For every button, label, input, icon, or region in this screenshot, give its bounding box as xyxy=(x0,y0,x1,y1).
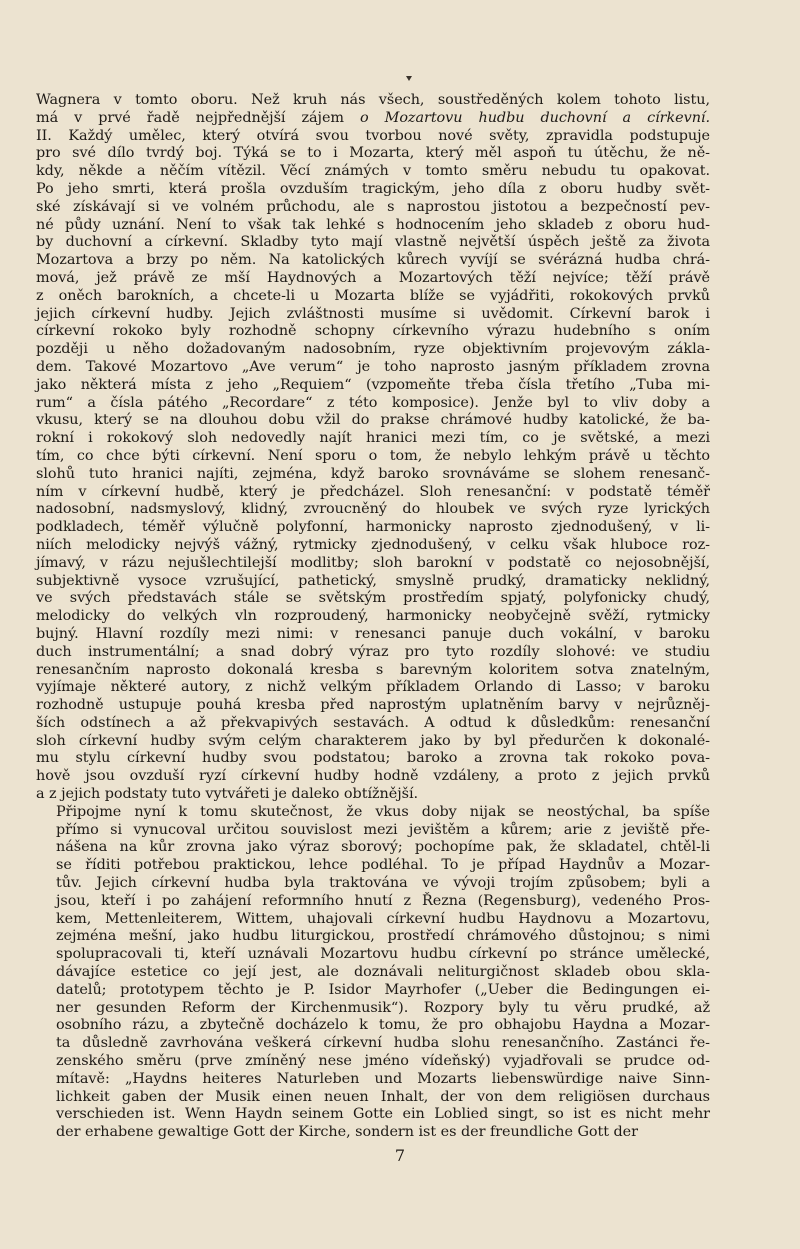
text-line: né půdy uznání. Není to však tak lehké s hodnocením jeho skladeb z oboru hud- xyxy=(36,216,710,233)
body-text xyxy=(36,92,710,1142)
text-line: ské získávají si ve volném průchodu, ale s naprostou jistotou a bezpečností pev- xyxy=(36,198,710,215)
text-line: sloh církevní hudby svým celým charakterem jako by byl předurčen k dokonalé- xyxy=(36,732,710,749)
text-line: datelů; prototypem těchto je P. Isidor Mayrhofer („Ueber die Bedingungen ei- xyxy=(56,981,710,998)
text-line: Připojme nyní k tomu skutečnost, že vkus doby nijak se neostýchal, ba spíše xyxy=(56,803,710,820)
text-line: by duchovní a církevní. Skladby tyto mají vlastně největší úspěch ještě za života xyxy=(36,234,710,251)
text-line: má v prvé řadě nejpřednější zájem o Mozartovu hudbu duchovní a církevní. xyxy=(36,109,710,126)
text-line: rokní i rokokový sloh nedovedly najít hranici mezi tím, co je světské, a mezi xyxy=(36,430,710,447)
text-line: mu stylu církevní hudby svou podstatou; baroko a zrovna tak rokoko pova- xyxy=(36,750,710,767)
text-line: tův. Jejich církevní hudba byla traktována ve vývoji trojím způsobem; byli a xyxy=(56,875,710,892)
text-line: rum“ a čísla pátého „Recordare“ z této komposice). Jenže byl to vliv doby a xyxy=(36,394,710,411)
text-line: nadosobní, nadsmyslový, klidný, zvroucněný do hloubek ve svých ryze lyrických xyxy=(36,501,710,518)
text-line: kdy, někde a něčím vítězil. Věcí známých v tomto směru nebudu tu opakovat. xyxy=(36,163,710,180)
text-line: dem. Takové Mozartovo „Ave verum“ je toho naprosto jasným příkladem zrovna xyxy=(36,358,710,375)
text-line: slohů tuto hranici najíti, zejména, když baroko srovnáváme se slohem renesanč- xyxy=(36,465,710,482)
text-line: jako některá místa z jeho „Requiem“ (vzpomeňte třeba čísla třetího „Tuba mi- xyxy=(36,376,710,393)
text-line: rozhodně ustupuje pouhá kresba před naprostým uplatněním barvy v nejrůzněj- xyxy=(36,697,710,714)
paragraph-2 xyxy=(36,804,710,1142)
text-line: renesančním naprosto dokonalá kresba s barevným koloritem sotva znatelným, xyxy=(36,661,710,678)
text-line: ner gesunden Reform der Kirchenmusik“). Rozpory byly tu věru prudké, až xyxy=(56,999,710,1016)
text-line: ním v církevní hudbě, který je předcházel. Sloh renesanční: v podstatě téměř xyxy=(36,483,710,500)
text-line: der erhabene gewaltige Gott der Kirche, sondern ist es der freundliche Gott der xyxy=(56,1124,638,1141)
text-line: kem, Mettenleiterem, Wittem, uhajovali církevní hudbu Haydnovu a Mozartovu, xyxy=(56,910,710,927)
text-line: jejich církevní hudby. Jejich zvláštnosti musíme si uvědomit. Církevní barok i xyxy=(36,305,710,322)
text-line: Mozartova a brzy po něm. Na katolických kůrech vyvíjí se svérázná hudba chrá- xyxy=(36,252,710,269)
text-line: duch instrumentální; a snad dobrý výraz pro tyto rozdíly slohové: ve studiu xyxy=(36,643,710,660)
page-number: 7 xyxy=(394,1146,406,1165)
text-line: tím, co chce býti církevní. Není sporu o tom, že nebylo lehkým právě u těchto xyxy=(36,447,710,464)
text-line: ve svých představách stále se světským prostředím spjatý, polyfonicky chudý, xyxy=(36,590,710,607)
text-line: subjektivně vysoce vzrušující, pathetický, smyslně prudký, dramaticky neklidný, xyxy=(36,572,710,589)
text-line: mítavě: „Haydns heiteres Naturleben und Mozarts liebenswürdige naive Sinn- xyxy=(56,1070,710,1087)
text-line: Wagnera v tomto oboru. Než kruh nás všech, soustředěných kolem tohoto listu, xyxy=(36,92,710,108)
text-line: ších odstínech a až překvapivých sestavách. A odtud k důsledkům: renesanční xyxy=(36,714,710,731)
text-line: jsou, kteří i po zahájení reformního hnutí z Řezna (Regensburg), vedeného Pros- xyxy=(56,892,710,909)
text-line: verschieden ist. Wenn Haydn seinem Gotte ein Loblied singt, so ist es nicht mehr xyxy=(56,1106,710,1123)
text-line: spolupracovali ti, kteří uznávali Mozartovu hudbu církevní po stránce umělecké, xyxy=(56,946,710,963)
text-line: Po jeho smrti, která prošla ovzduším tragickým, jeho díla z oboru hudby svět- xyxy=(36,180,710,197)
text-line: hově jsou ovzduší ryzí církevní hudby hodně vzdáleny, a proto z jejich prvků xyxy=(36,768,710,785)
text-line: církevní rokoko byly rozhodně schopny církevního výrazu hudebního s oním xyxy=(36,323,710,340)
text-line: melodicky do velkých vln rozproudený, harmonicky neobyčejně svěží, rytmicky xyxy=(36,608,710,625)
text-line: později u něho dožadovaným nadosobním, ryze objektivním projevovým zákla- xyxy=(36,341,710,358)
text-line: mová, jež právě ze mší Haydnových a Mozartových těží nejvíce; těží právě xyxy=(36,269,710,286)
text-line: zenského směru (prve zmíněný nese jméno vídeňský) vyjadřovali se prudce od- xyxy=(56,1053,710,1070)
text-line: vyjímaje některé autory, z nichž velkým příkladem Orlando di Lasso; v baroku xyxy=(36,679,710,696)
ink-mark xyxy=(406,76,412,81)
text-line: podkladech, téměř výlučně polyfonní, harmonicky naprosto zjednodušený, v li- xyxy=(36,519,710,536)
text-line: a z jejich podstaty tuto vytvářeti je daleko obtížnější. xyxy=(36,786,419,803)
text-line: pro své dílo tvrdý boj. Týká se to i Mozarta, který měl aspoň tu útěchu, že ně- xyxy=(36,145,710,162)
text-line: osobního rázu, a zbytečně docházelo k tomu, že pro obhajobu Haydna a Mozar- xyxy=(56,1017,710,1034)
text-line: lichkeit gaben der Musik einen neuen Inhalt, der von dem religiösen durchaus xyxy=(56,1088,710,1105)
text-line: vkusu, který se na dlouhou dobu vžil do prakse chrámové hudby katolické, že ba- xyxy=(36,412,710,429)
paragraph-1 xyxy=(36,92,710,804)
text-line: jímavý, v rázu nejušlechtilejší modlitby; sloh barokní v podstatě co nejosobnější, xyxy=(36,554,710,571)
text-line: dávajíce estetice co její jest, ale doznávali neliturgičnost skladeb obou skla- xyxy=(56,964,710,981)
text-line: z oněch barokních, a chcete-li u Mozarta blíže se vyjádřiti, rokokových prvků xyxy=(36,287,710,304)
text-line: zejména mešní, jako hudbu liturgickou, prostředí chrámového důstojnou; s nimi xyxy=(56,928,710,945)
text-line: přímo si vynucoval určitou souvislost mezi jevištěm a kůrem; arie z jeviště pře- xyxy=(56,821,710,838)
text-line: II. Každý umělec, který otvírá svou tvorbou nové světy, zpravidla podstupuje xyxy=(36,127,710,144)
text-line: nášena na kůr zrovna jako výraz sborový; pochopíme pak, že skladatel, chtěl-li xyxy=(56,839,710,856)
text-line: ta důsledně zavrhována veškerá církevní hudba slohu renesančního. Zastánci ře- xyxy=(56,1035,710,1052)
text-line: niích melodicky nejvýš vážný, rytmicky zjednodušený, v celku však hluboce roz- xyxy=(36,536,710,553)
text-line: bujný. Hlavní rozdíly mezi nimi: v renesanci panuje duch vokální, v baroku xyxy=(36,625,710,642)
text-line: se říditi potřebou praktickou, lehce podléhal. To je případ Haydnův a Mozar- xyxy=(56,857,710,874)
